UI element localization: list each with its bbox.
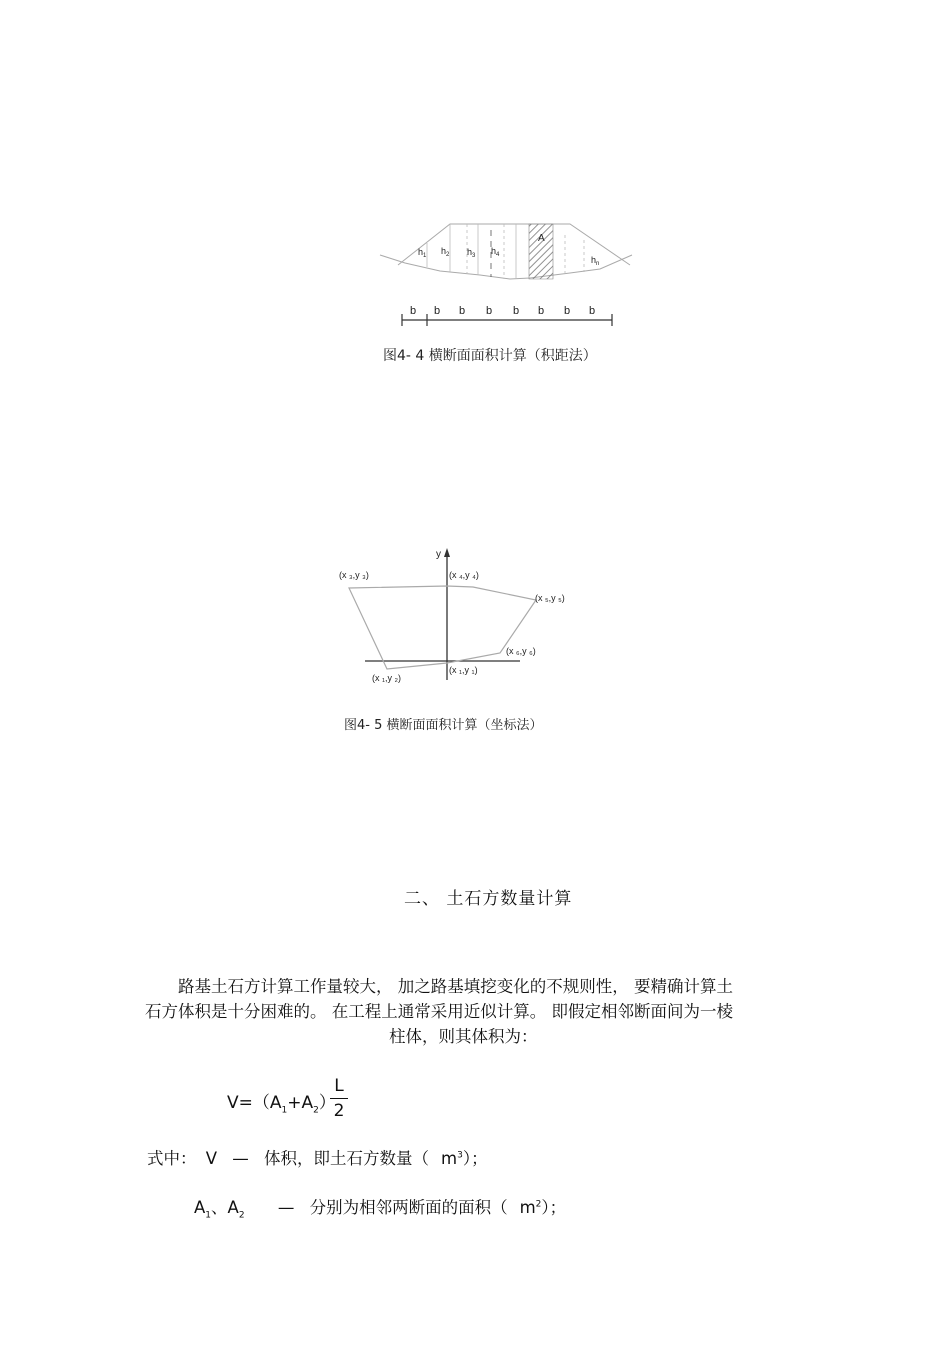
label-hn: $h_n$ [591, 255, 600, 267]
svg-text:b: b [434, 305, 441, 317]
figure-4-4 [370, 215, 650, 335]
fraction-denominator: 2 [333, 1101, 345, 1121]
note-volume: 式中： V — 体积，即土石方数量（ $m^3$）； [147, 1149, 488, 1168]
svg-text:b: b [589, 305, 596, 317]
fraction-bar [330, 1098, 348, 1099]
paragraph-line-1: 路基土石方计算工作量较大， 加之路基填挖变化的不规则性， 要精确计算土 [178, 977, 733, 996]
paragraph-line-3: 柱体，则其体积为： [389, 1027, 538, 1046]
body-paragraph [145, 974, 805, 1049]
label-h2: $h_2$ [441, 246, 450, 258]
fraction-numerator: L [334, 1076, 344, 1096]
label-A: A [538, 233, 545, 244]
svg-text:b: b [564, 305, 571, 317]
formula-fraction [330, 1076, 348, 1121]
figure-4-5-caption: 图4- 5 横断面面积计算（坐标法） [344, 718, 543, 733]
point-label-3: (x ₃,y ₃) [339, 570, 369, 580]
svg-text:b: b [513, 305, 520, 317]
figure-4-4-caption: 图4- 4 横断面面积计算（积距法） [383, 348, 597, 364]
section-polygon [349, 586, 536, 669]
label-h3: $h_3$ [467, 247, 476, 259]
y-axis-arrow [444, 548, 450, 557]
point-label-4: (x ₄,y ₄) [449, 570, 479, 580]
note-areas: $A_1$、$A_2$ — 分别为相邻两断面的面积（ $m^2$）； [194, 1198, 567, 1221]
svg-text:b: b [538, 305, 545, 317]
point-label-5: (x ₅,y ₅) [535, 593, 565, 603]
volume-formula: $V=(A_1+A_2)$ [227, 1093, 336, 1116]
b-labels [410, 305, 595, 317]
svg-text:b: b [459, 305, 466, 317]
point-label-6: (x ₆,y ₆) [506, 646, 536, 656]
section-heading: 二、 土石方数量计算 [404, 889, 573, 909]
svg-text:b: b [486, 305, 493, 317]
figure-4-5 [335, 545, 585, 690]
label-h4: $h_4$ [491, 246, 500, 258]
svg-text:b: b [410, 305, 417, 317]
point-label-2: (x ₁,y ₂) [372, 673, 402, 683]
point-label-1: (x ₁,y ₁) [449, 665, 478, 675]
label-h1: $h_1$ [418, 247, 427, 259]
paragraph-line-2: 石方体积是十分困难的。 在工程上通常采用近似计算。 即假定相邻断面间为一棱 [145, 1002, 733, 1021]
strip-lines [427, 224, 584, 279]
y-axis-label: y [436, 549, 441, 560]
